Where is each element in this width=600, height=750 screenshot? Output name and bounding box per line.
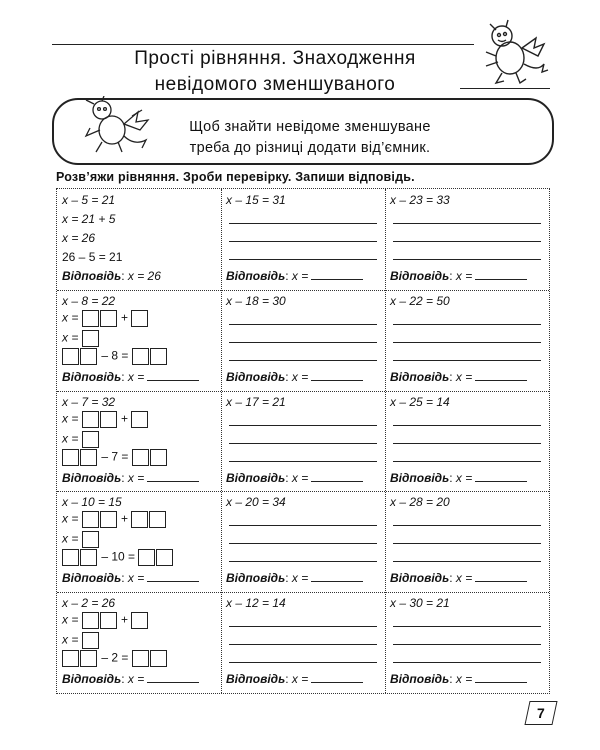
answer-line: Відповідь: x = <box>226 370 363 384</box>
solve-row: x = + <box>62 511 167 528</box>
example-line: x – 5 = 21 <box>62 193 116 207</box>
exercise-cell <box>221 592 385 693</box>
write-line[interactable] <box>229 223 377 224</box>
example-line: x = 26 <box>62 231 96 245</box>
answer-box[interactable] <box>62 348 79 365</box>
exercise-grid <box>56 188 550 694</box>
guided-cell <box>57 290 221 391</box>
exercise-cell <box>221 189 385 290</box>
exercise-cell <box>221 391 385 492</box>
solve-row: x = + <box>62 411 149 428</box>
answer-box[interactable] <box>80 348 97 365</box>
exercise-cell <box>221 290 385 391</box>
answer-box[interactable] <box>82 632 99 649</box>
answer-box[interactable] <box>100 411 117 428</box>
answer-line: Відповідь: x = <box>62 471 199 485</box>
write-line[interactable] <box>393 443 541 444</box>
answer-blank[interactable] <box>311 571 363 582</box>
answer-box[interactable] <box>100 612 117 629</box>
answer-box[interactable] <box>82 330 99 347</box>
answer-box[interactable] <box>82 612 99 629</box>
check-row: – 10 = <box>62 549 174 566</box>
answer-box[interactable] <box>62 449 79 466</box>
answer-line: Відповідь: x = <box>226 269 363 283</box>
equation: x – 25 = 14 <box>390 394 450 409</box>
exercise-cell <box>221 491 385 592</box>
page-title <box>95 46 455 98</box>
answer-line: Відповідь: x = <box>62 571 199 585</box>
answer-box[interactable] <box>150 348 167 365</box>
answer-box[interactable] <box>131 310 148 327</box>
answer-blank[interactable] <box>475 672 527 683</box>
check-row: – 8 = <box>62 348 168 365</box>
write-line[interactable] <box>229 425 377 426</box>
answer-blank[interactable] <box>475 571 527 582</box>
answer-line: Відповідь: x = <box>390 471 527 485</box>
write-line[interactable] <box>229 561 377 562</box>
answer-blank[interactable] <box>311 269 363 280</box>
answer-blank[interactable] <box>147 471 199 482</box>
write-line[interactable] <box>229 644 377 645</box>
check-row: – 7 = <box>62 449 168 466</box>
write-line[interactable] <box>229 662 377 663</box>
result-row: x = <box>62 531 100 548</box>
answer-blank[interactable] <box>475 269 527 280</box>
equation: x – 18 = 30 <box>226 293 286 308</box>
answer-box[interactable] <box>131 411 148 428</box>
example-line: 26 – 5 = 21 <box>62 250 123 264</box>
exercise-cell <box>385 189 549 290</box>
answer-line: Відповідь: x = <box>62 672 199 686</box>
write-line[interactable] <box>229 241 377 242</box>
dragon-icon <box>472 18 552 90</box>
answer-box[interactable] <box>150 650 167 667</box>
equation: x – 10 = 15 <box>62 495 122 510</box>
answer-box[interactable] <box>149 511 166 528</box>
equation: x – 22 = 50 <box>390 293 450 308</box>
answer-box[interactable] <box>132 348 149 365</box>
answer-box[interactable] <box>82 431 99 448</box>
write-line[interactable] <box>229 461 377 462</box>
answer-blank[interactable] <box>147 370 199 381</box>
exercise-cell <box>385 391 549 492</box>
answer-line: Відповідь: x = <box>226 672 363 686</box>
instruction: Розв’яжи рівняння. Зроби перевірку. Запиши відповідь. <box>56 170 415 184</box>
example-cell <box>57 189 221 290</box>
answer-line: Відповідь: x = <box>226 571 363 585</box>
title-line-top <box>52 44 474 45</box>
rule-text <box>160 117 460 159</box>
answer-blank[interactable] <box>147 571 199 582</box>
answer-line: Відповідь: x = <box>390 370 527 384</box>
answer-box[interactable] <box>82 531 99 548</box>
write-line[interactable] <box>393 223 541 224</box>
solve-row: x = + <box>62 310 149 327</box>
equation: x – 2 = 26 <box>62 596 116 611</box>
equation: x – 12 = 14 <box>226 596 286 611</box>
write-line[interactable] <box>393 561 541 562</box>
guided-cell <box>57 592 221 693</box>
equation: x – 30 = 21 <box>390 596 450 611</box>
exercise-cell <box>385 592 549 693</box>
write-line[interactable] <box>393 644 541 645</box>
result-row: x = <box>62 632 100 649</box>
answer-box[interactable] <box>138 549 155 566</box>
answer-box[interactable] <box>132 449 149 466</box>
guided-cell <box>57 491 221 592</box>
answer-box[interactable] <box>156 549 173 566</box>
answer-blank[interactable] <box>311 370 363 381</box>
answer-box[interactable] <box>132 650 149 667</box>
solve-row: x = + <box>62 612 149 629</box>
write-line[interactable] <box>393 259 541 260</box>
answer-box[interactable] <box>62 650 79 667</box>
answer-blank[interactable] <box>147 672 199 683</box>
write-line[interactable] <box>393 626 541 627</box>
answer-line: Відповідь: x = <box>226 471 363 485</box>
answer-box[interactable] <box>150 449 167 466</box>
write-line[interactable] <box>393 342 541 343</box>
equation: x – 23 = 33 <box>390 193 450 207</box>
write-line[interactable] <box>229 525 377 526</box>
equation: x – 20 = 34 <box>226 495 286 510</box>
write-line[interactable] <box>229 342 377 343</box>
write-line[interactable] <box>393 461 541 462</box>
answer-box[interactable] <box>82 511 99 528</box>
answer-box[interactable] <box>82 411 99 428</box>
answer-box[interactable] <box>80 549 97 566</box>
guided-cell <box>57 391 221 492</box>
answer-box[interactable] <box>62 549 79 566</box>
write-line[interactable] <box>229 360 377 361</box>
check-row: – 2 = <box>62 650 168 667</box>
result-row: x = <box>62 330 100 347</box>
page-number: 7 <box>524 701 557 725</box>
exercise-cell <box>385 290 549 391</box>
answer-blank[interactable] <box>475 471 527 482</box>
answer-box[interactable] <box>82 310 99 327</box>
answer-box[interactable] <box>100 511 117 528</box>
write-line[interactable] <box>393 543 541 544</box>
answer-blank[interactable] <box>475 370 527 381</box>
answer-blank[interactable] <box>311 471 363 482</box>
answer-line: Відповідь: x = <box>390 672 527 686</box>
write-line[interactable] <box>229 443 377 444</box>
write-line[interactable] <box>229 543 377 544</box>
write-line[interactable] <box>229 259 377 260</box>
title-line-2: невідомого зменшуваного <box>154 74 396 95</box>
answer-blank[interactable] <box>311 672 363 683</box>
answer-label: Відповідь <box>62 269 122 283</box>
equation: x – 8 = 22 <box>62 293 116 308</box>
answer-box[interactable] <box>131 511 148 528</box>
write-line[interactable] <box>393 525 541 526</box>
write-line[interactable] <box>229 324 377 325</box>
write-line[interactable] <box>393 360 541 361</box>
write-line[interactable] <box>393 241 541 242</box>
equation: x – 7 = 32 <box>62 394 116 409</box>
answer-value: x = 26 <box>127 269 161 283</box>
answer-line: Відповідь: x = <box>390 269 527 283</box>
dragon-icon <box>72 96 158 162</box>
write-line[interactable] <box>393 662 541 663</box>
answer-box[interactable] <box>80 650 97 667</box>
write-line[interactable] <box>393 324 541 325</box>
answer-box[interactable] <box>131 612 148 629</box>
title-line-1: Прості рівняння. Знаходження <box>134 48 416 69</box>
equation: x – 28 = 20 <box>390 495 450 510</box>
answer-line: Відповідь: x = 26 <box>62 269 161 283</box>
equation: x – 17 = 21 <box>226 394 286 409</box>
answer-line: Відповідь: x = <box>390 571 527 585</box>
rule-line-1: Щоб знайти невідоме зменшуване <box>189 119 431 135</box>
result-row: x = <box>62 431 100 448</box>
equation: x – 15 = 31 <box>226 193 286 207</box>
write-line[interactable] <box>229 626 377 627</box>
answer-line: Відповідь: x = <box>62 370 199 384</box>
answer-box[interactable] <box>80 449 97 466</box>
write-line[interactable] <box>393 425 541 426</box>
rule-line-2: треба до різниці додати від’ємник. <box>189 140 431 156</box>
exercise-cell <box>385 491 549 592</box>
answer-box[interactable] <box>100 310 117 327</box>
example-line: x = 21 + 5 <box>62 212 116 226</box>
